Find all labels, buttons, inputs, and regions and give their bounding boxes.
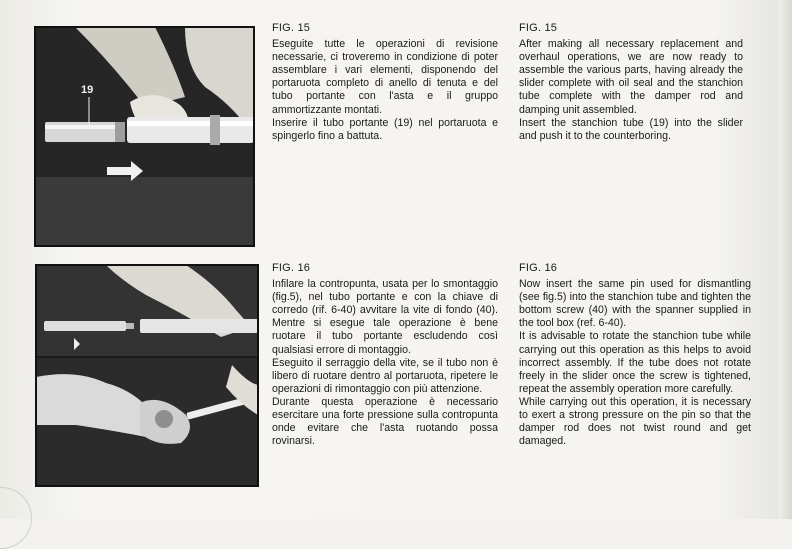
fig15-italian-paragraph-1: Eseguite tutte le operazioni di revisione necessarie, ci troveremo in condizione di poter assemblare i vari elementi, disponendo del portaruota completo di anello di tenuta e del tubo portante con l'asta e il gruppo ammortizzante montati. bbox=[272, 38, 498, 116]
fig15-italian-paragraph-2: Inserire il tubo portante (19) nel portaruota e spingerlo fino a battuta. bbox=[272, 116, 498, 142]
fig16-english-text bbox=[519, 262, 751, 448]
fig16-italian-paragraph-3: Durante questa operazione è necessario esercitare una forte pressione sulla contropunta onde evitare che l'asta ruotando possa rovinarsi. bbox=[272, 395, 498, 448]
fig16-english-paragraph-2: It is advisable to rotate the stanchion tube while carrying out this operation as this helps to avoid incorrect assembly. If the tube does not rotate freely in the slider once the screw is tightened, repeat the assembly operation more carefully. bbox=[519, 330, 751, 395]
fig16-english-paragraph-3: While carrying out this operation, it is necessary to exert a strong pressure on the pin so that the damper rod does not twist round and get damaged. bbox=[519, 395, 751, 448]
fig15-photo bbox=[34, 26, 255, 247]
fig16-italian-paragraph-2: Eseguito il serraggio della vite, se il tubo non è libero di ruotare dentro al portaruota, ripetere le operazioni di rimontaggio con più attenzione. bbox=[272, 356, 498, 395]
fig15-callout-19: 19 bbox=[81, 84, 94, 96]
fig15-english-paragraph-2: Insert the stanchion tube (19) into the slider and push it to the counterboring. bbox=[519, 116, 743, 142]
fig15-italian-text bbox=[272, 22, 498, 143]
fig15-english-paragraph-1: After making all necessary replacement and overhaul operations, we are now ready to assemble the various parts, having already the slider complete with oil seal and the stanchion tube complete with the damper rod and damping unit assembled. bbox=[519, 38, 743, 116]
fig16-photo bbox=[35, 264, 259, 487]
fig16-italian-heading: FIG. 16 bbox=[272, 262, 311, 274]
fig15-english-heading: FIG. 15 bbox=[519, 22, 558, 34]
fig15-english-text bbox=[519, 22, 743, 143]
fig16-italian-paragraph-1: Infilare la contropunta, usata per lo smontaggio (fig.5), nel tubo portante e con la chiave di corredo (rif. 6-40) avvitare la vite di fondo (40). Mentre si esegue tale operazione è bene ruotare il tubo portante escludendo così qualsiasi errore di montaggio. bbox=[272, 278, 498, 356]
fig16-english-heading: FIG. 16 bbox=[519, 262, 558, 274]
page-binding-edge bbox=[778, 0, 792, 519]
fig15-italian-heading: FIG. 15 bbox=[272, 22, 311, 34]
fig15-illustration bbox=[35, 27, 254, 246]
fig16-english-paragraph-1: Now insert the same pin used for dismantling (see fig.5) into the stanchion tube and tighten the bottom screw (40) with the spanner supplied in the tool box (ref. 6-40). bbox=[519, 278, 751, 330]
fig16-illustration bbox=[36, 265, 258, 486]
fig16-italian-text bbox=[272, 262, 498, 448]
